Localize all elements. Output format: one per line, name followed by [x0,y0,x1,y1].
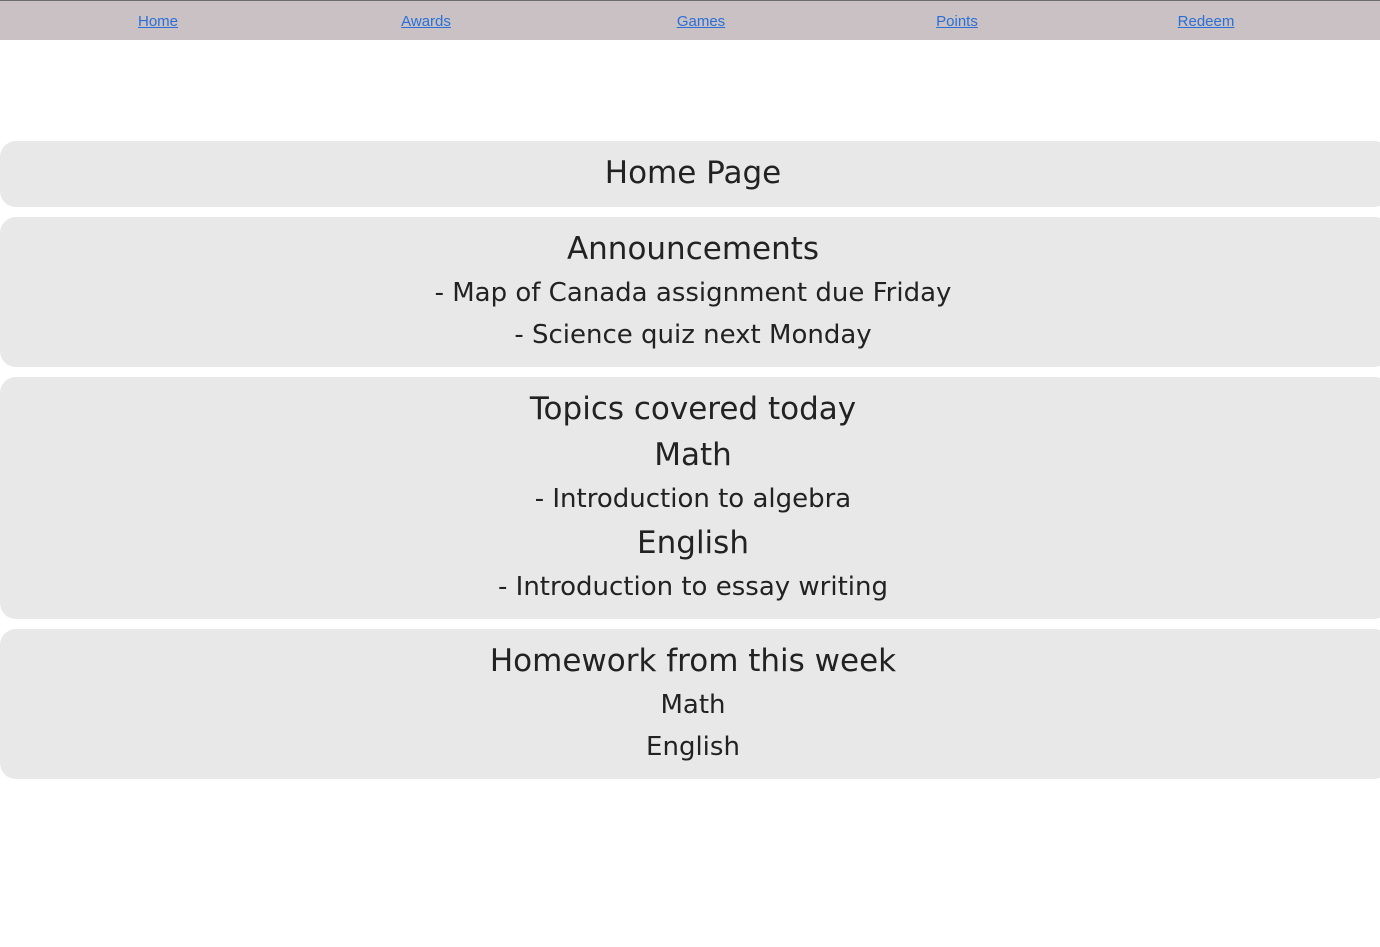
nav-link-home[interactable]: Home [137,13,179,30]
nav-link-awards[interactable]: Awards [401,13,451,30]
topic-detail-english: - Introduction to essay writing [498,572,888,602]
topics-panel [0,377,1380,619]
page-title: Home Page [604,155,782,191]
nav-link-points[interactable]: Points [936,13,978,30]
home-title-panel [0,141,1380,207]
topic-detail-math: - Introduction to algebra [534,484,852,514]
topics-heading: Topics covered today [529,391,857,427]
nav-link-redeem[interactable]: Redeem [1177,13,1235,30]
topic-subject-english: English [637,525,749,561]
homework-heading: Homework from this week [489,643,897,679]
top-navigation-bar [0,0,1380,40]
homework-item-math: Math [660,690,726,720]
announcements-panel [0,217,1380,367]
announcement-item: - Science quiz next Monday [514,320,872,350]
announcements-heading: Announcements [566,231,820,267]
homework-panel [0,629,1380,779]
announcement-item: - Map of Canada assignment due Friday [434,278,952,308]
topic-subject-math: Math [654,437,732,473]
homework-item-english: English [646,732,740,762]
nav-link-games[interactable]: Games [676,13,726,30]
